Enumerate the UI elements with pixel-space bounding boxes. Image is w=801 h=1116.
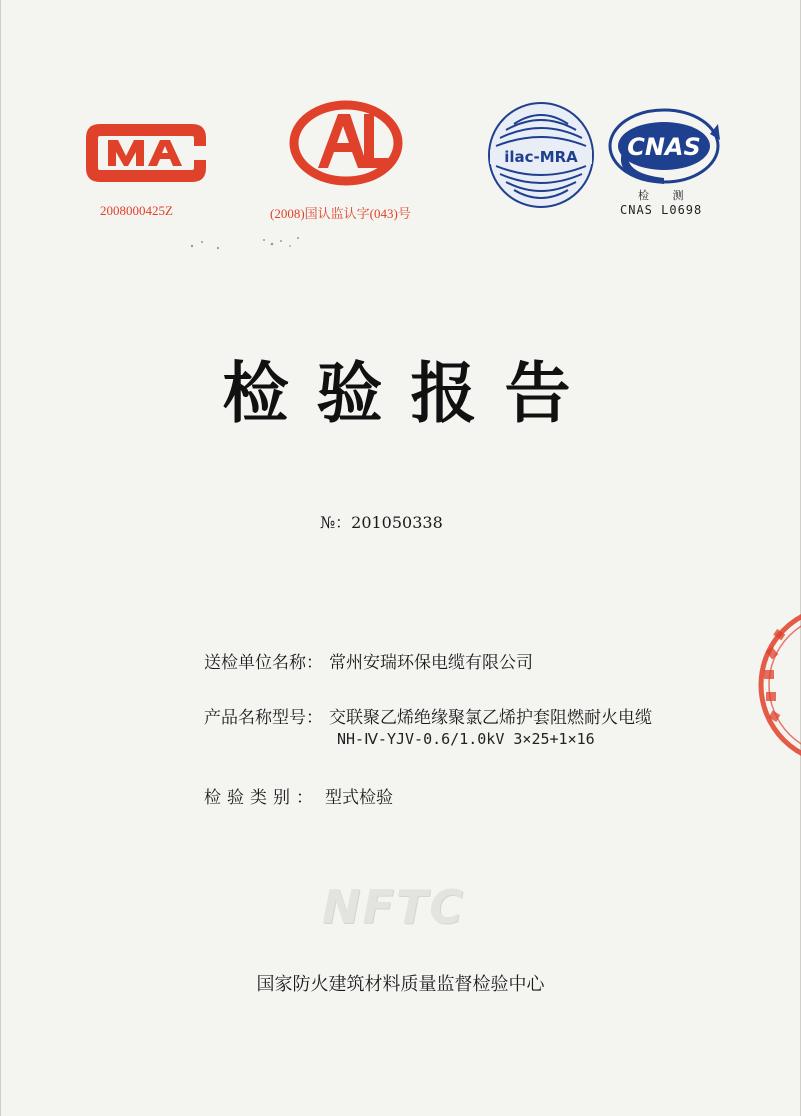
ilac-mra-logo (486, 100, 596, 210)
red-seal-stamp (754, 600, 801, 770)
field-value: 型式检验 (325, 788, 393, 808)
issuing-organization: 国家防火建筑材料质量监督检验中心 (256, 974, 545, 995)
cnas-caption: 检 测 (638, 189, 694, 202)
field-value: 常州安瑞环保电缆有限公司 (329, 653, 533, 673)
field-value: 交联聚乙烯绝缘聚氯乙烯护套阻燃耐火电缆 (329, 708, 652, 728)
field-product (204, 703, 652, 728)
field-label: 产品名称型号： (204, 708, 323, 728)
report-number: №：201050338 (320, 513, 443, 532)
document-title: 检验报告 (222, 355, 599, 432)
cal-logo (288, 100, 404, 186)
nftc-watermark: NFTC (322, 880, 466, 934)
cma-logo (82, 118, 210, 188)
scan-speck-decoration (180, 232, 320, 262)
cal-number: (2008)国认监认字(043)号 (270, 206, 411, 221)
cnas-logo-text: CNAS (627, 133, 701, 161)
cnas-logo (606, 100, 722, 196)
field-product-model: NH-Ⅳ-YJV-0.6/1.0kV 3×25+1×16 (337, 730, 595, 748)
cnas-number: CNAS L0698 (620, 203, 703, 217)
ilac-logo-text: ilac-MRA (504, 148, 578, 166)
field-label: 送检单位名称： (204, 653, 323, 673)
field-test-type (204, 783, 393, 808)
cma-number: 2008000425Z (100, 203, 173, 218)
field-label: 检验类别： (204, 788, 319, 808)
field-submitter (204, 648, 533, 673)
